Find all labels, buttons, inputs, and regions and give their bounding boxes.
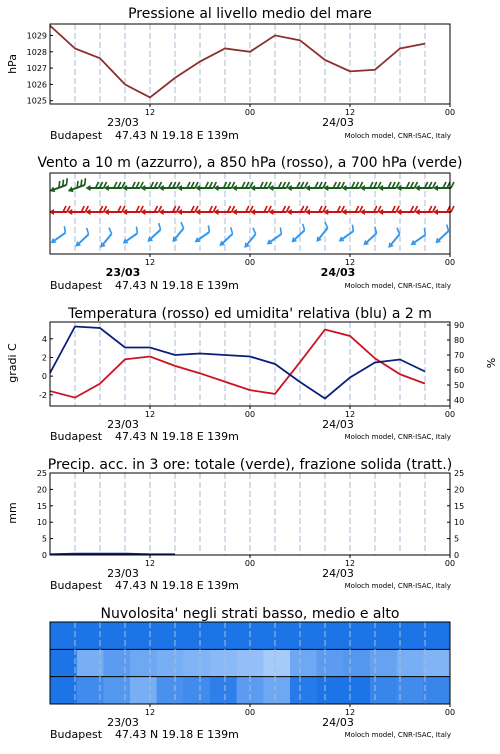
wind-barb: [263, 227, 285, 246]
barb-feather: [64, 178, 69, 185]
cloud-cell: [157, 622, 184, 649]
wind-barb: [119, 227, 141, 246]
wind-title: Vento a 10 m (azzurro), a 850 hPa (rosso), a 700 hPa (verde): [37, 155, 463, 171]
y-tick-label: 15: [36, 501, 47, 511]
wind-barb: [378, 206, 399, 215]
cloud-panel: [50, 606, 455, 741]
y-right-tick-label: 60: [454, 366, 465, 375]
cloud-cell: [397, 649, 424, 676]
x-tick-label: 00: [244, 559, 256, 568]
x-tick-label: 12: [144, 108, 156, 117]
cloud-cell: [263, 649, 290, 676]
y-tick-label: 4: [41, 334, 47, 344]
cloud-cell: [183, 677, 210, 704]
barb-feather: [422, 228, 428, 235]
model-credit: Moloch model, CNR-ISAC, Italy: [344, 132, 451, 140]
wind-barb: [47, 226, 69, 245]
y-right-tick-label: 0: [454, 551, 460, 560]
wind-barb: [312, 222, 332, 244]
date-label-1: 23/03: [107, 418, 139, 431]
barb-feather: [228, 227, 234, 233]
y-right-tick-label: 40: [454, 396, 465, 405]
barb-feather: [83, 178, 88, 185]
precipitation-title: Precip. acc. in 3 ore: totale (verde), frazione solida (tratt.): [47, 457, 453, 473]
location-name: Budapest: [50, 430, 103, 443]
location-coords: 47.43 N 19.18 E 139m: [115, 579, 239, 592]
barb-feather: [251, 228, 258, 234]
wind-barb: [140, 206, 161, 215]
y-tick-label: 1025: [26, 96, 47, 106]
barb-feather: [84, 228, 90, 234]
wind-barb: [159, 206, 180, 215]
y-tick-label: 1027: [26, 64, 47, 74]
x-tick-label: 12: [344, 258, 356, 267]
wind-barb: [268, 206, 289, 215]
cloud-cell: [423, 677, 450, 704]
cloud-cell: [290, 677, 317, 704]
wind-barb: [140, 182, 161, 191]
wind-barb: [159, 182, 180, 191]
barb-feather: [300, 224, 306, 230]
date-label-1: 23/03: [105, 266, 141, 279]
cloud-cell: [157, 677, 184, 704]
x-tick-label: 12: [144, 258, 156, 267]
x-tick-label: 00: [444, 108, 456, 117]
y-tick-label: 0: [41, 372, 47, 382]
y-right-tick-label: 90: [454, 321, 465, 330]
wind-barb: [360, 206, 381, 215]
wind-barb: [214, 206, 235, 215]
x-tick-label: 12: [344, 708, 356, 717]
cloud-cell: [130, 649, 157, 676]
wind-barb: [378, 182, 399, 191]
cloud-cell: [210, 649, 237, 676]
x-tick-label: 00: [244, 708, 256, 717]
wind-barb: [104, 182, 125, 191]
location-name: Budapest: [50, 579, 103, 592]
wind-barb: [195, 182, 216, 191]
cloud-cell: [263, 622, 290, 649]
date-label-2: 24/03: [322, 716, 354, 729]
date-label-2: 24/03: [322, 418, 354, 431]
barb-feather: [107, 228, 114, 234]
barb-feather: [156, 223, 162, 229]
wind-barb: [305, 182, 326, 191]
wind-barb: [214, 182, 235, 191]
cloud-cell: [50, 622, 77, 649]
cloud-cell: [103, 649, 130, 676]
cloud-cell: [317, 677, 344, 704]
wind-panel: [37, 155, 462, 292]
cloud-cell: [370, 622, 397, 649]
date-label-1: 23/03: [107, 716, 139, 729]
cloud-title: Nuvolosita' negli strati basso, medio e alto: [100, 606, 400, 622]
x-tick-label: 12: [144, 410, 156, 419]
y-tick-label: 1028: [26, 47, 47, 57]
y-tick-label: -2: [39, 390, 47, 400]
humidity-ylabel: %: [484, 357, 497, 369]
wind-barb: [433, 182, 454, 191]
location-coords: 47.43 N 19.18 E 139m: [115, 728, 239, 741]
y-right-tick-label: 10: [454, 518, 465, 528]
x-tick-label: 00: [244, 410, 256, 419]
x-tick-label: 12: [344, 108, 356, 117]
x-tick-label: 00: [444, 410, 456, 419]
cloud-cell: [290, 622, 317, 649]
cloud-cell: [157, 649, 184, 676]
wind-barb: [177, 206, 198, 215]
temperature-line: [50, 329, 425, 397]
wind-barb: [433, 206, 454, 215]
x-tick-label: 12: [144, 559, 156, 568]
cloud-cell: [423, 622, 450, 649]
cloud-cell: [210, 622, 237, 649]
cloud-cell: [183, 622, 210, 649]
x-tick-label: 12: [344, 410, 356, 419]
x-tick-label: 00: [444, 258, 456, 267]
date-label-2: 24/03: [320, 266, 356, 279]
precipitation-line: [50, 554, 175, 555]
temperature-panel: [6, 306, 497, 443]
wind-barb: [342, 182, 363, 191]
wind-barb: [47, 178, 70, 194]
wind-barb: [287, 206, 308, 215]
wind-barb: [396, 206, 417, 215]
wind-barb: [342, 206, 363, 215]
date-label-1: 23/03: [107, 567, 139, 580]
barb-head: [86, 185, 91, 191]
x-tick-label: 00: [444, 708, 456, 717]
wind-barb: [305, 206, 326, 215]
x-tick-label: 00: [244, 258, 256, 267]
y-tick-label: 20: [36, 485, 47, 495]
location-coords: 47.43 N 19.18 E 139m: [115, 279, 239, 292]
barb-feather: [134, 227, 140, 234]
wind-barb: [384, 228, 404, 250]
y-right-tick-label: 20: [454, 485, 465, 495]
barb-feather: [372, 227, 378, 233]
barb-feather: [179, 222, 186, 228]
y-tick-label: 1029: [26, 31, 47, 41]
pressure-ylabel: hPa: [6, 54, 19, 74]
y-tick-label: 25: [36, 469, 47, 478]
wind-barb: [323, 182, 344, 191]
cloud-cell: [50, 677, 77, 704]
wind-barb: [86, 182, 107, 191]
cloud-cell: [317, 622, 344, 649]
wind-barb: [122, 206, 143, 215]
x-tick-label: 00: [444, 559, 456, 568]
wind-barb: [287, 182, 308, 191]
date-label-1: 23/03: [107, 116, 139, 129]
x-tick-label: 00: [244, 108, 256, 117]
wind-barb: [407, 228, 429, 247]
barb-feather: [451, 206, 454, 212]
cloud-cell: [103, 677, 130, 704]
cloud-cell: [263, 677, 290, 704]
wind-barb: [268, 182, 289, 191]
cloud-cell: [343, 622, 370, 649]
y-right-tick-label: 25: [454, 469, 465, 478]
y-right-tick-label: 5: [454, 534, 460, 544]
model-credit: Moloch model, CNR-ISAC, Italy: [344, 433, 451, 441]
cloud-cell: [397, 622, 424, 649]
pressure-line: [50, 26, 425, 98]
y-tick-label: 5: [41, 534, 47, 544]
pressure-title: Pressione al livello medio del mare: [128, 6, 372, 22]
barb-head: [67, 187, 74, 194]
wind-barb: [177, 182, 198, 191]
y-right-tick-label: 15: [454, 501, 465, 511]
wind-barb: [96, 228, 116, 250]
cloud-cell: [423, 649, 450, 676]
wind-barb: [323, 206, 344, 215]
model-credit: Moloch model, CNR-ISAC, Italy: [344, 282, 451, 290]
wind-barb: [168, 222, 188, 244]
precipitation-panel: [6, 457, 464, 592]
location-name: Budapest: [50, 129, 103, 142]
x-tick-label: 12: [144, 708, 156, 717]
cloud-cell: [103, 622, 130, 649]
wind-barb: [359, 227, 380, 248]
location-coords: 47.43 N 19.18 E 139m: [115, 430, 239, 443]
wind-barb: [86, 206, 107, 215]
temperature-ylabel: gradi C: [6, 343, 19, 383]
location-coords: 47.43 N 19.18 E 139m: [115, 129, 239, 142]
cloud-cell: [317, 649, 344, 676]
cloud-cell: [370, 677, 397, 704]
precipitation-ylabel: mm: [6, 502, 19, 524]
location-name: Budapest: [50, 279, 103, 292]
barb-feather: [62, 226, 68, 233]
y-tick-label: 2: [41, 353, 47, 363]
wind-barb: [143, 223, 164, 244]
barb-feather: [350, 225, 356, 232]
cloud-cell: [290, 649, 317, 676]
cloud-cell: [130, 622, 157, 649]
barb-feather: [323, 222, 330, 228]
wind-barb: [49, 206, 70, 215]
wind-barb: [287, 224, 308, 245]
y-tick-label: 10: [36, 518, 47, 528]
wind-barb: [360, 182, 381, 191]
wind-barb: [250, 182, 271, 191]
cloud-cell: [397, 677, 424, 704]
wind-barb: [335, 225, 357, 244]
cloud-cell: [183, 649, 210, 676]
cloud-cell: [370, 649, 397, 676]
wind-barb: [104, 206, 125, 215]
wind-barb: [215, 227, 236, 248]
y-right-tick-label: 50: [454, 381, 465, 390]
temperature-title: Temperatura (rosso) ed umidita' relativa (blu) a 2 m: [68, 306, 432, 322]
pressure-panel: [6, 6, 455, 142]
barb-feather: [395, 228, 402, 234]
y-right-tick-label: 70: [454, 351, 465, 360]
wind-barb: [67, 206, 88, 215]
model-credit: Moloch model, CNR-ISAC, Italy: [344, 731, 451, 739]
cloud-cell: [50, 649, 77, 676]
cloud-cell: [210, 677, 237, 704]
barb-feather: [278, 227, 284, 234]
date-label-2: 24/03: [322, 116, 354, 129]
cloud-cell: [343, 677, 370, 704]
x-tick-label: 12: [344, 559, 356, 568]
y-right-tick-label: 80: [454, 336, 465, 345]
y-tick-label: 0: [41, 551, 47, 560]
wind-barb: [250, 206, 271, 215]
date-label-2: 24/03: [322, 567, 354, 580]
wind-barb: [195, 206, 216, 215]
wind-barb: [191, 225, 213, 244]
cloud-cell: [130, 677, 157, 704]
cloud-cell: [343, 649, 370, 676]
humidity-line: [50, 327, 425, 399]
barb-feather: [451, 182, 454, 188]
model-credit: Moloch model, CNR-ISAC, Italy: [344, 582, 451, 590]
wind-barb: [66, 178, 89, 194]
location-name: Budapest: [50, 728, 103, 741]
barb-feather: [206, 225, 212, 232]
y-tick-label: 1026: [26, 80, 47, 90]
